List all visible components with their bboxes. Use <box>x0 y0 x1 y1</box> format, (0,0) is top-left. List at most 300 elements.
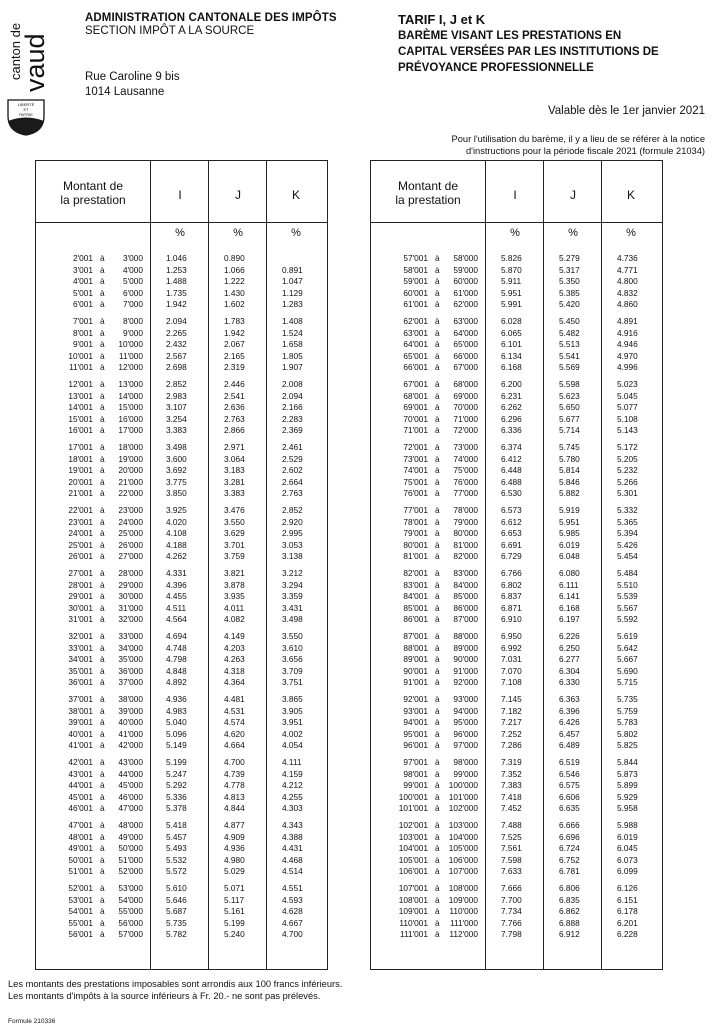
table-row <box>371 666 662 678</box>
cell-sep: à <box>100 287 105 298</box>
cell-rate-k: 5.873 <box>617 768 638 779</box>
cell-from: 30'001 <box>68 602 93 613</box>
cell-to: 93'000 <box>453 694 478 704</box>
cell-sep: à <box>435 390 440 401</box>
cell-from: 22'001 <box>68 505 93 515</box>
cell-rate-i: 5.292 <box>166 780 187 790</box>
cell-rate-k: 5.844 <box>617 757 638 767</box>
cell-rate-i: 5.199 <box>166 757 187 767</box>
cell-sep: à <box>100 453 105 464</box>
table-row <box>36 906 327 918</box>
cell-rate-k: 4.593 <box>282 894 303 905</box>
cell-rate-i: 2.852 <box>166 379 187 389</box>
cell-from: 74'001 <box>403 465 428 475</box>
cell-sep: à <box>100 591 105 601</box>
cell-rate-k: 3.431 <box>282 602 303 613</box>
cell-rate-k: 4.946 <box>617 339 638 349</box>
cell-sep: à <box>435 516 440 527</box>
cell-rate-j: 1.942 <box>224 327 245 338</box>
cell-rate-j: 3.064 <box>224 453 245 464</box>
cell-rate-i: 3.383 <box>166 425 187 435</box>
cell-sep: à <box>100 642 105 653</box>
cell-rate-j: 4.739 <box>224 768 245 779</box>
cell-to: 53'000 <box>118 883 143 893</box>
cell-to: 11'000 <box>118 350 143 361</box>
cell-rate-k: 1.524 <box>282 327 303 338</box>
table-row <box>371 328 662 340</box>
cell-sep: à <box>100 791 105 802</box>
cell-rate-j: 5.650 <box>559 402 580 412</box>
table-row <box>371 265 662 277</box>
cell-to: 81'000 <box>453 539 478 550</box>
table-row <box>36 643 327 655</box>
cell-from: 48'001 <box>68 831 93 842</box>
cell-from: 4'001 <box>72 276 93 286</box>
table-row <box>36 614 327 626</box>
cell-rate-k: 5.510 <box>617 579 638 590</box>
cell-from: 11'001 <box>68 362 93 372</box>
cell-from: 18'001 <box>68 453 93 464</box>
cell-rate-j: 5.420 <box>559 299 580 309</box>
table-row <box>371 316 662 328</box>
cell-rate-j: 5.350 <box>559 276 580 286</box>
cell-sep: à <box>435 866 440 876</box>
cell-sep: à <box>435 831 440 842</box>
table-row <box>36 379 327 391</box>
cell-rate-k: 4.159 <box>282 768 303 779</box>
cell-sep: à <box>435 631 440 641</box>
cell-rate-k: 5.642 <box>617 642 638 653</box>
cell-sep: à <box>435 253 440 263</box>
cell-to: 110'000 <box>449 906 478 916</box>
cell-from: 43'001 <box>68 768 93 779</box>
cell-to: 35'000 <box>118 654 143 664</box>
cell-to: 60'000 <box>453 276 478 286</box>
cell-to: 103'000 <box>448 820 478 830</box>
cell-rate-j: 2.763 <box>224 413 245 424</box>
table-row <box>36 505 327 517</box>
cell-from: 34'001 <box>68 654 93 664</box>
cell-rate-k: 2.094 <box>282 390 303 401</box>
table-row <box>36 866 327 878</box>
cell-rate-j: 5.199 <box>224 917 245 928</box>
cell-from: 49'001 <box>68 843 93 853</box>
cell-rate-i: 5.040 <box>166 717 187 727</box>
cell-from: 15'001 <box>68 413 93 424</box>
cell-to: 19'000 <box>118 453 143 464</box>
table-row <box>371 780 662 792</box>
table-row <box>371 591 662 603</box>
cell-from: 67'001 <box>403 379 428 389</box>
table-row <box>36 677 327 689</box>
cell-to: 75'000 <box>453 465 478 475</box>
cell-rate-j: 2.971 <box>224 442 245 452</box>
cell-sep: à <box>435 883 440 893</box>
cell-sep: à <box>100 476 105 487</box>
cell-to: 98'000 <box>453 757 478 767</box>
cell-rate-i: 3.600 <box>166 453 187 464</box>
cell-sep: à <box>100 505 105 515</box>
cell-rate-j: 3.629 <box>224 528 245 538</box>
cell-rate-i: 1.488 <box>166 276 187 286</box>
cell-rate-k: 5.454 <box>617 551 638 561</box>
cell-rate-i: 5.991 <box>501 299 522 309</box>
cell-rate-j: 4.318 <box>224 665 245 676</box>
cell-to: 33'000 <box>118 631 143 641</box>
cell-rate-i: 2.698 <box>166 362 187 372</box>
cell-sep: à <box>100 579 105 590</box>
cell-from: 7'001 <box>72 316 93 326</box>
cell-rate-k: 5.365 <box>617 516 638 527</box>
cell-rate-i: 7.766 <box>501 917 522 928</box>
table-row <box>371 362 662 374</box>
cell-from: 87'001 <box>403 631 428 641</box>
cell-from: 68'001 <box>403 390 428 401</box>
cell-sep: à <box>100 390 105 401</box>
cell-from: 46'001 <box>68 803 93 813</box>
cell-from: 37'001 <box>68 694 93 704</box>
cell-to: 71'000 <box>453 413 478 424</box>
validity-date: Valable dès le 1er janvier 2021 <box>547 105 705 117</box>
cell-rate-j: 5.541 <box>559 350 580 361</box>
cell-from: 6'001 <box>72 299 93 309</box>
cell-from: 86'001 <box>403 614 428 624</box>
cell-rate-j: 6.080 <box>559 568 580 578</box>
table-row <box>36 780 327 792</box>
cell-to: 9'000 <box>122 327 143 338</box>
cell-to: 16'000 <box>118 413 143 424</box>
cell-rate-i: 5.378 <box>166 803 187 813</box>
cell-to: 62'000 <box>453 299 478 309</box>
cell-rate-j: 6.277 <box>559 654 580 664</box>
cell-rate-j: 3.183 <box>224 465 245 475</box>
cell-to: 96'000 <box>453 728 478 739</box>
cell-rate-i: 5.336 <box>166 791 187 802</box>
cell-rate-k: 3.053 <box>282 539 303 550</box>
cell-rate-i: 2.265 <box>166 327 187 338</box>
cell-to: 39'000 <box>118 705 143 716</box>
cell-rate-i: 6.200 <box>501 379 522 389</box>
cell-sep: à <box>435 413 440 424</box>
cell-rate-j: 4.574 <box>224 717 245 727</box>
table-row <box>371 717 662 729</box>
cell-to: 86'000 <box>453 602 478 613</box>
cell-rate-i: 6.766 <box>501 568 522 578</box>
cell-to: 46'000 <box>118 791 143 802</box>
cell-rate-k: 4.860 <box>617 299 638 309</box>
cell-sep: à <box>100 339 105 349</box>
cell-rate-k: 2.369 <box>282 425 303 435</box>
cell-rate-i: 6.871 <box>501 602 522 613</box>
cell-rate-k: 2.461 <box>282 442 303 452</box>
cell-rate-j: 4.263 <box>224 654 245 664</box>
cell-from: 36'001 <box>68 677 93 687</box>
table-row <box>371 803 662 815</box>
cell-rate-k: 2.529 <box>282 453 303 464</box>
cell-to: 20'000 <box>118 465 143 475</box>
cell-from: 105'001 <box>398 854 428 865</box>
cell-rate-j: 4.664 <box>224 740 245 750</box>
cell-from: 52'001 <box>68 883 93 893</box>
cell-to: 42'000 <box>118 740 143 750</box>
cell-rate-k: 3.905 <box>282 705 303 716</box>
cell-sep: à <box>435 894 440 905</box>
table-row <box>371 694 662 706</box>
cell-sep: à <box>100 768 105 779</box>
cell-to: 79'000 <box>453 516 478 527</box>
cell-rate-i: 6.530 <box>501 488 522 498</box>
cell-rate-j: 4.364 <box>224 677 245 687</box>
cell-rate-k: 4.700 <box>282 929 303 939</box>
cell-rate-j: 5.846 <box>559 476 580 487</box>
cell-rate-i: 1.253 <box>166 264 187 275</box>
cell-rate-i: 7.734 <box>501 906 522 916</box>
cell-to: 31'000 <box>118 602 143 613</box>
cell-rate-k: 4.388 <box>282 831 303 842</box>
cell-rate-j: 1.602 <box>224 299 245 309</box>
cell-rate-k: 5.567 <box>617 602 638 613</box>
cell-rate-j: 6.635 <box>559 803 580 813</box>
cell-from: 2'001 <box>72 253 93 263</box>
cell-rate-k: 4.800 <box>617 276 638 286</box>
table-row <box>36 631 327 643</box>
cell-sep: à <box>435 614 440 624</box>
cell-rate-i: 4.798 <box>166 654 187 664</box>
cell-to: 97'000 <box>453 740 478 750</box>
cell-rate-i: 1.046 <box>166 253 187 263</box>
cell-to: 90'000 <box>453 654 478 664</box>
cell-rate-k: 5.539 <box>617 591 638 601</box>
cell-from: 25'001 <box>68 539 93 550</box>
cell-rate-j: 5.071 <box>224 883 245 893</box>
cell-rate-i: 4.892 <box>166 677 187 687</box>
cell-rate-i: 6.134 <box>501 350 522 361</box>
cell-sep: à <box>435 768 440 779</box>
cell-from: 3'001 <box>72 264 93 275</box>
cell-rate-j: 2.319 <box>224 362 245 372</box>
cell-to: 99'000 <box>453 768 478 779</box>
cell-rate-j: 5.117 <box>224 894 245 905</box>
cell-rate-j: 6.912 <box>559 929 580 939</box>
cell-to: 87'000 <box>453 614 478 624</box>
cell-rate-k: 5.205 <box>617 453 638 464</box>
cell-rate-j: 6.519 <box>559 757 580 767</box>
cell-from: 27'001 <box>68 568 93 578</box>
cell-rate-k: 5.715 <box>617 677 638 687</box>
cell-rate-k: 1.129 <box>282 287 303 298</box>
cell-to: 45'000 <box>118 780 143 790</box>
cell-sep: à <box>100 425 105 435</box>
table-row <box>371 918 662 930</box>
cell-rate-j: 5.482 <box>559 327 580 338</box>
cell-rate-i: 7.217 <box>501 717 522 727</box>
table-row <box>371 276 662 288</box>
cell-from: 17'001 <box>68 442 93 452</box>
cell-sep: à <box>100 379 105 389</box>
cell-rate-k: 5.484 <box>617 568 638 578</box>
cell-rate-j: 5.279 <box>559 253 580 263</box>
cell-to: 25'000 <box>118 528 143 538</box>
cell-from: 54'001 <box>68 906 93 916</box>
cell-rate-i: 7.598 <box>501 854 522 865</box>
cell-to: 43'000 <box>118 757 143 767</box>
cell-rate-j: 5.569 <box>559 362 580 372</box>
cell-sep: à <box>100 906 105 916</box>
cell-rate-j: 5.623 <box>559 390 580 401</box>
cell-rate-j: 5.745 <box>559 442 580 452</box>
cell-sep: à <box>435 287 440 298</box>
cell-sep: à <box>100 402 105 412</box>
cell-rate-i: 2.094 <box>166 316 187 326</box>
cell-sep: à <box>435 264 440 275</box>
cell-from: 24'001 <box>68 528 93 538</box>
cell-rate-i: 4.748 <box>166 642 187 653</box>
cell-rate-i: 6.412 <box>501 453 522 464</box>
cell-rate-i: 4.511 <box>166 602 187 613</box>
cell-rate-k: 6.073 <box>617 854 638 865</box>
header-col-k: K <box>626 188 635 202</box>
cell-sep: à <box>435 362 440 372</box>
cell-rate-i: 4.108 <box>166 528 187 538</box>
cell-sep: à <box>100 803 105 813</box>
cell-to: 88'000 <box>453 631 478 641</box>
cell-rate-k: 5.232 <box>617 465 638 475</box>
table-row <box>371 253 662 265</box>
cell-rate-i: 5.493 <box>166 843 187 853</box>
cell-from: 45'001 <box>68 791 93 802</box>
table-row <box>371 757 662 769</box>
cell-from: 66'001 <box>403 362 428 372</box>
cell-sep: à <box>100 929 105 939</box>
cell-rate-k: 5.592 <box>617 614 638 624</box>
table-row <box>36 442 327 454</box>
cell-rate-j: 5.951 <box>559 516 580 527</box>
cell-to: 23'000 <box>118 505 143 515</box>
cell-to: 59'000 <box>453 264 478 275</box>
cell-rate-i: 5.096 <box>166 728 187 739</box>
cell-sep: à <box>435 929 440 939</box>
cell-to: 67'000 <box>453 362 478 372</box>
cell-rate-k: 5.077 <box>617 402 638 412</box>
cell-rate-k: 4.832 <box>617 287 638 298</box>
cell-to: 8'000 <box>122 316 143 326</box>
cell-rate-k: 2.664 <box>282 476 303 487</box>
cell-to: 40'000 <box>118 717 143 727</box>
cell-from: 93'001 <box>403 705 428 716</box>
cell-sep: à <box>100 843 105 853</box>
cell-rate-i: 5.418 <box>166 820 187 830</box>
cell-rate-i: 7.070 <box>501 665 522 676</box>
cell-rate-i: 5.911 <box>501 276 522 286</box>
cell-rate-i: 6.336 <box>501 425 522 435</box>
cell-rate-j: 1.430 <box>224 287 245 298</box>
cell-rate-k: 4.054 <box>282 740 303 750</box>
tarif-subtitle-1: BARÈME VISANT LES PRESTATIONS EN <box>398 30 622 42</box>
cell-sep: à <box>100 780 105 790</box>
cell-sep: à <box>100 757 105 767</box>
cell-sep: à <box>435 528 440 538</box>
table-row <box>371 792 662 804</box>
cell-rate-i: 5.610 <box>166 883 187 893</box>
cell-rate-j: 6.111 <box>559 579 579 590</box>
cell-to: 82'000 <box>453 551 478 561</box>
table-row <box>36 425 327 437</box>
cell-sep: à <box>435 740 440 750</box>
cell-sep: à <box>100 253 105 263</box>
cell-sep: à <box>435 276 440 286</box>
cell-from: 109'001 <box>398 906 428 916</box>
cell-rate-j: 2.541 <box>224 390 245 401</box>
table-row <box>36 895 327 907</box>
tarif-title: TARIF I, J et K <box>398 12 486 27</box>
cell-rate-k: 1.658 <box>282 339 303 349</box>
footer-note-1: Les montants des prestations imposables sont arrondis aux 100 francs inférieurs. <box>8 979 343 989</box>
cell-rate-j: 1.783 <box>224 316 245 326</box>
cell-rate-j: 6.197 <box>559 614 580 624</box>
cell-sep: à <box>435 780 440 790</box>
table-row <box>36 328 327 340</box>
cell-to: 30'000 <box>118 591 143 601</box>
cell-sep: à <box>435 339 440 349</box>
cell-rate-j: 6.696 <box>559 831 580 842</box>
table-row <box>36 391 327 403</box>
cell-rate-i: 5.149 <box>166 740 187 750</box>
table-row <box>371 425 662 437</box>
table-row <box>371 643 662 655</box>
table-row <box>36 465 327 477</box>
cell-from: 16'001 <box>68 425 93 435</box>
cell-rate-i: 7.666 <box>501 883 522 893</box>
table-row <box>36 253 327 265</box>
cell-rate-j: 4.531 <box>224 705 245 716</box>
cell-sep: à <box>435 677 440 687</box>
cell-sep: à <box>100 854 105 865</box>
administration-block <box>85 12 385 37</box>
cell-sep: à <box>100 465 105 475</box>
table-rows-left <box>36 253 327 941</box>
table-row <box>371 740 662 752</box>
cell-rate-i: 3.850 <box>166 488 187 498</box>
cell-sep: à <box>100 820 105 830</box>
cell-from: 20'001 <box>68 476 93 487</box>
cell-rate-j: 1.066 <box>224 264 245 275</box>
cell-to: 48'000 <box>118 820 143 830</box>
table-row <box>36 706 327 718</box>
cell-rate-k: 5.667 <box>617 654 638 664</box>
cell-sep: à <box>100 442 105 452</box>
cell-sep: à <box>100 276 105 286</box>
cell-sep: à <box>435 728 440 739</box>
cell-from: 62'001 <box>403 316 428 326</box>
cell-from: 92'001 <box>403 694 428 704</box>
table-row <box>371 832 662 844</box>
cell-rate-j: 6.141 <box>559 591 580 601</box>
cell-sep: à <box>435 350 440 361</box>
cell-sep: à <box>100 614 105 624</box>
cell-sep: à <box>100 866 105 876</box>
cell-from: 41'001 <box>68 740 93 750</box>
cell-sep: à <box>435 591 440 601</box>
cell-rate-j: 6.666 <box>559 820 580 830</box>
cell-rate-k: 2.920 <box>282 516 303 527</box>
cell-rate-j: 4.936 <box>224 843 245 853</box>
table-row <box>371 706 662 718</box>
cell-rate-j: 3.476 <box>224 505 245 515</box>
cell-from: 5'001 <box>72 287 93 298</box>
cell-rate-k: 4.303 <box>282 803 303 813</box>
cell-from: 100'001 <box>398 791 428 802</box>
cell-rate-j: 4.909 <box>224 831 245 842</box>
